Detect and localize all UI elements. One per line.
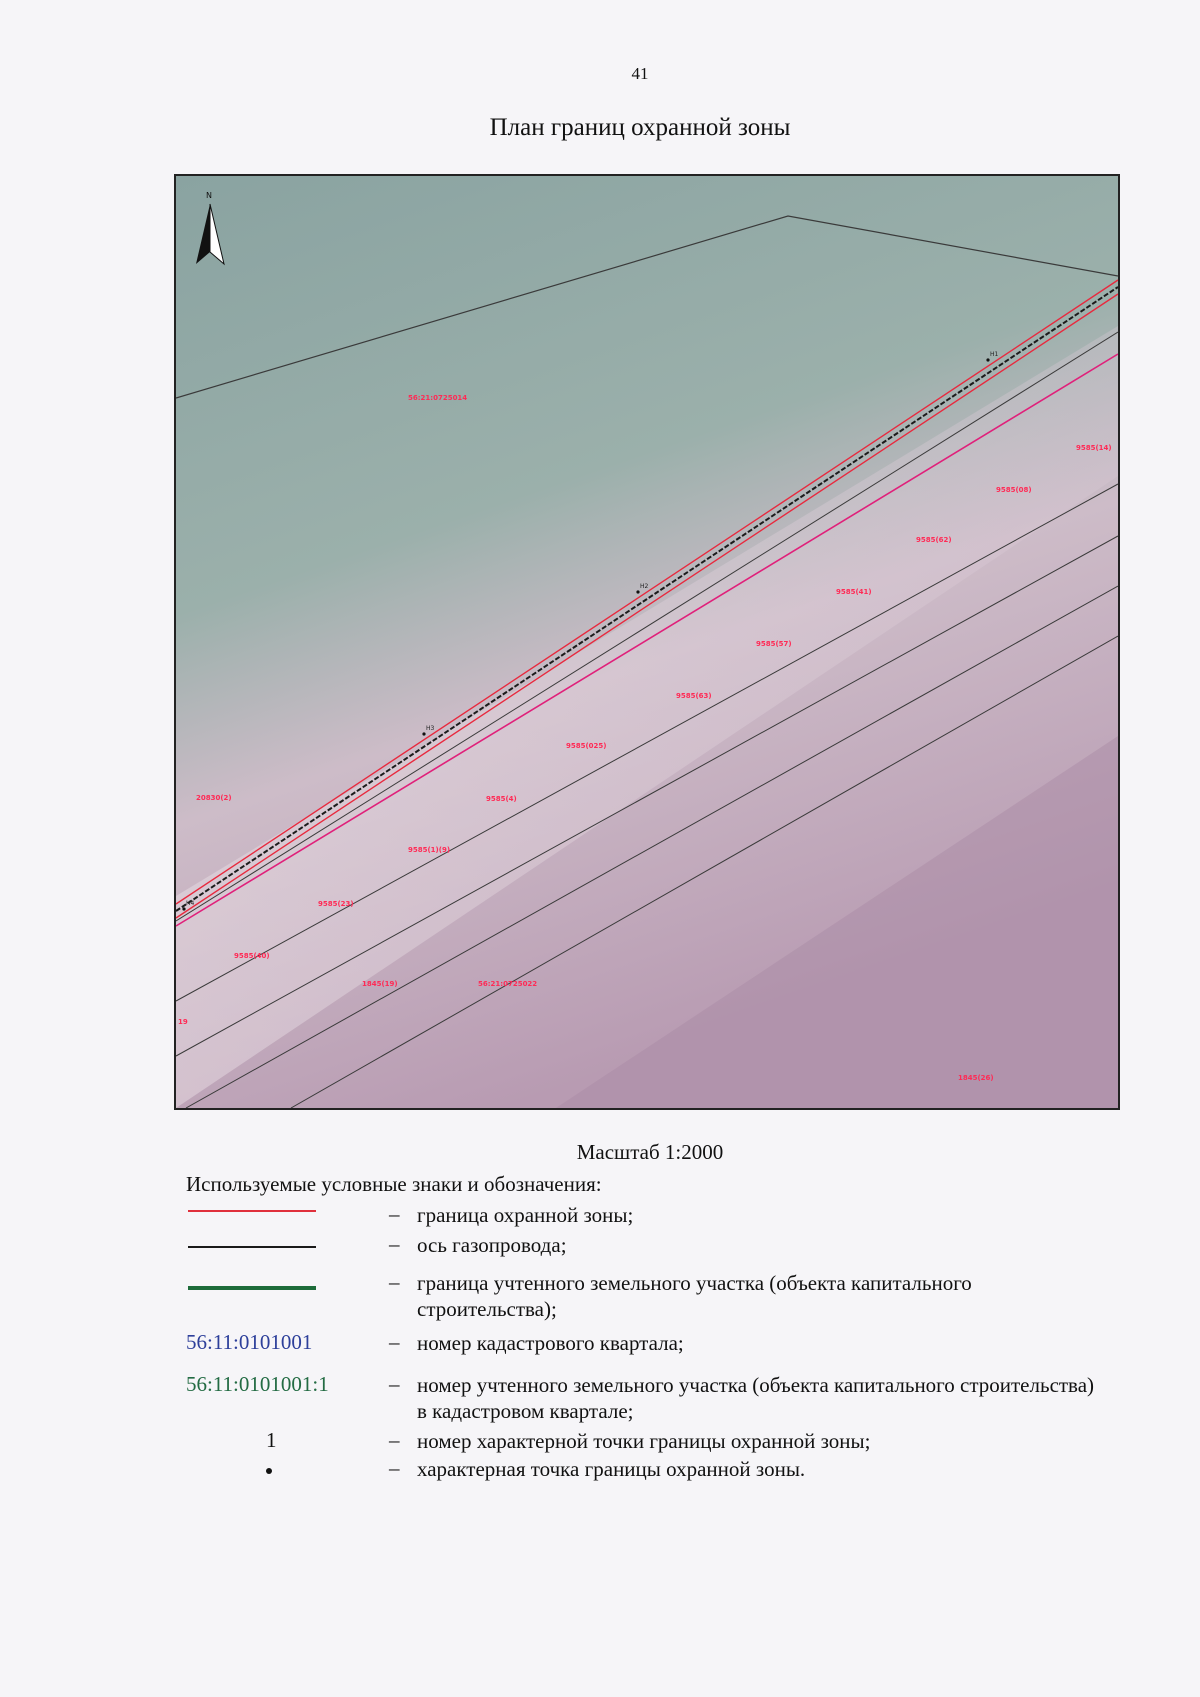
legend-dash: – [389, 1456, 400, 1480]
legend-desc: граница охранной зоны; [417, 1203, 634, 1227]
parcel-label: 20830(2) [196, 794, 232, 802]
page-title: План границ охранной зоны [489, 114, 791, 141]
dot-icon [266, 1468, 272, 1474]
legend-heading: Используемые условные знаки и обозначения: [186, 1172, 602, 1196]
page-number: 41 [631, 64, 649, 83]
legend-desc: номер кадастрового квартала; [417, 1331, 684, 1355]
legend-line-parcel-boundary [188, 1286, 316, 1290]
parcel-label: 9585(08) [996, 486, 1032, 494]
legend-item-land-parcel-number [186, 1372, 1095, 1428]
point-label: H4 [186, 900, 195, 907]
scale-label: Масштаб 1:2000 [576, 1140, 724, 1164]
legend-dash: – [389, 1270, 400, 1294]
parcel-label: 9585(63) [676, 692, 712, 700]
legend-dash: – [389, 1428, 400, 1452]
legend-dash: – [389, 1232, 400, 1256]
north-arrow-label: N [206, 191, 212, 200]
legend-desc: номер характерной точки границы охранной зоны; [417, 1429, 871, 1453]
legend-dash: – [389, 1202, 400, 1226]
parcel-label: 19 [178, 1018, 188, 1026]
parcel-label: 1845(19) [362, 980, 398, 988]
map-frame [174, 174, 1120, 1110]
legend-symbol-land-parcel-number: 56:11:0101001:1 [186, 1372, 329, 1396]
parcel-label: 56:21:0725014 [408, 394, 468, 402]
parcel-label: 9585(40) [234, 952, 270, 960]
legend-dash: – [389, 1330, 400, 1354]
legend-item-cadastral-quarter [186, 1330, 1086, 1370]
point-label: H3 [426, 725, 435, 732]
parcel-label: 9585(1)(9) [408, 846, 451, 854]
characteristic-point [986, 358, 989, 361]
legend-desc: номер учтенного земельного участка (объекта капитального строительства) в кадастровом квартале; [417, 1373, 1095, 1423]
map-canvas [176, 176, 1118, 1108]
parcel-label: 9585(14) [1076, 444, 1112, 452]
legend-desc: характерная точка границы охранной зоны. [417, 1457, 806, 1481]
parcel-label: 9585(025) [566, 742, 607, 750]
legend-dash: – [389, 1372, 400, 1396]
parcel-label: 9585(23) [318, 900, 354, 908]
legend-item-parcel-boundary [186, 1270, 1086, 1326]
parcel-label: 9585(62) [916, 536, 952, 544]
legend-symbol-point-number: 1 [266, 1428, 277, 1452]
characteristic-point [182, 907, 185, 910]
characteristic-point [636, 590, 639, 593]
parcel-label: 56:21:0725022 [478, 980, 538, 988]
legend-desc: граница учтенного земельного участка (объекта капитального строительства); [417, 1271, 972, 1321]
legend-line-zone-boundary [188, 1210, 316, 1212]
legend-item-characteristic-point [186, 1456, 1086, 1496]
legend-desc: ось газопровода; [417, 1233, 567, 1257]
characteristic-point [422, 732, 425, 735]
legend-item-gas-axis [186, 1232, 1086, 1272]
parcel-label: 9585(57) [756, 640, 792, 648]
point-label: H1 [990, 351, 999, 358]
point-label: H2 [640, 583, 649, 590]
parcel-label: 1845(26) [958, 1074, 994, 1082]
parcel-label: 9585(41) [836, 588, 872, 596]
legend-line-gas-axis [188, 1246, 316, 1248]
legend-symbol-cadastral-quarter: 56:11:0101001 [186, 1330, 313, 1354]
parcel-label: 9585(4) [486, 795, 517, 803]
